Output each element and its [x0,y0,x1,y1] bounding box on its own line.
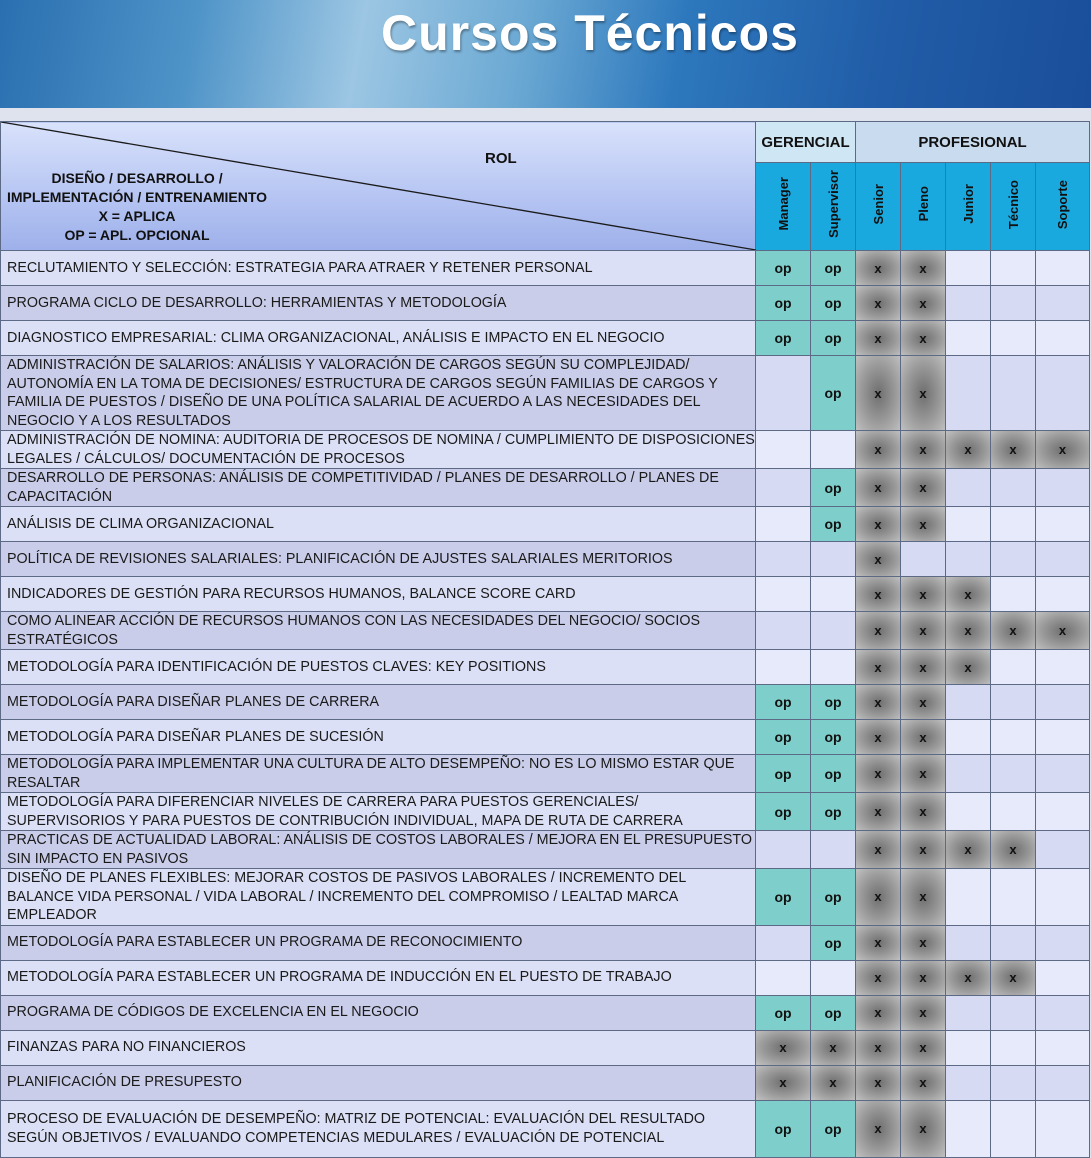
matrix-cell [1036,1030,1090,1065]
matrix-cell: x [756,1030,811,1065]
matrix-cell: op [756,995,811,1030]
column-header-manager: Manager [756,163,811,251]
matrix-cell: x [901,925,946,960]
courses-matrix [0,121,1090,1158]
matrix-cell: x [946,831,991,869]
matrix-cell: x [856,356,901,431]
matrix-cell: x [901,321,946,356]
matrix-cell: x [901,995,946,1030]
matrix-cell [991,1100,1036,1157]
matrix-cell [1036,831,1090,869]
course-description: POLÍTICA DE REVISIONES SALARIALES: PLANIFICACIÓN DE AJUSTES SALARIALES MERITORIOS [1,542,756,577]
course-description: METODOLOGÍA PARA DIFERENCIAR NIVELES DE CARRERA PARA PUESTOS GERENCIALES/ SUPERVISORIOS Y PARA PUESTOS DE CONTRIBUCIÓN INDIVIDUAL, MAPA DE RUTA DE CARRERA [1,793,756,831]
matrix-cell: x [991,431,1036,469]
matrix-cell: x [856,469,901,507]
matrix-cell [946,356,991,431]
matrix-cell: x [901,577,946,612]
matrix-cell [946,755,991,793]
matrix-cell [991,321,1036,356]
matrix-cell: x [946,960,991,995]
course-description: ADMINISTRACIÓN DE NOMINA: AUDITORIA DE PROCESOS DE NOMINA / CUMPLIMIENTO DE DISPOSICIONES LEGALES / CÁLCULOS/ DOCUMENTACIÓN DE PROCESOS [1,431,756,469]
matrix-cell [756,925,811,960]
matrix-cell: x [856,720,901,755]
matrix-body [1,251,1090,1158]
table-row [1,650,1090,685]
matrix-cell: x [856,960,901,995]
matrix-cell [756,650,811,685]
course-description: DISEÑO DE PLANES FLEXIBLES: MEJORAR COSTOS DE PASIVOS LABORALES / INCREMENTO DEL BALANCE VIDA PERSONAL / VIDA LABORAL / INCREMENTO DEL COMPROMISO / LEALTAD MARCA EMPLEADOR [1,869,756,926]
matrix-cell [946,1100,991,1157]
matrix-cell: x [756,1065,811,1100]
matrix-cell [1036,755,1090,793]
matrix-cell: op [811,925,856,960]
matrix-cell [1036,960,1090,995]
table-row [1,869,1090,926]
matrix-cell [1036,507,1090,542]
matrix-cell: op [756,286,811,321]
matrix-cell [811,650,856,685]
matrix-cell [991,1030,1036,1065]
course-description: METODOLOGÍA PARA IMPLEMENTAR UNA CULTURA DE ALTO DESEMPEÑO: NO ES LO MISMO ESTAR QUE RESALTAR [1,755,756,793]
table-row [1,286,1090,321]
matrix-cell [901,542,946,577]
matrix-cell: x [946,650,991,685]
matrix-cell [1036,793,1090,831]
matrix-cell [756,612,811,650]
matrix-cell: x [856,507,901,542]
matrix-cell [991,925,1036,960]
matrix-cell [1036,650,1090,685]
column-header-tecnico: Técnico [991,163,1036,251]
matrix-cell: x [901,431,946,469]
matrix-cell: op [811,286,856,321]
matrix-cell: x [856,577,901,612]
course-description: COMO ALINEAR ACCIÓN DE RECURSOS HUMANOS CON LAS NECESIDADES DEL NEGOCIO/ SOCIOS ESTRATÉGICOS [1,612,756,650]
course-description: PROCESO DE EVALUACIÓN DE DESEMPEÑO: MATRIZ DE POTENCIAL: EVALUACIÓN DEL RESULTADO SEGÚN OBJETIVOS / EVALUANDO COMPETENCIAS MEDULARES / EVALUACIÓN DE POTENCIAL [1,1100,756,1157]
matrix-cell: op [756,755,811,793]
matrix-cell: op [811,469,856,507]
matrix-cell [1036,321,1090,356]
matrix-cell: op [811,755,856,793]
matrix-cell: x [856,431,901,469]
group-header-gerencial: GERENCIAL [756,122,856,163]
course-description: ADMINISTRACIÓN DE SALARIOS: ANÁLISIS Y VALORACIÓN DE CARGOS SEGÚN SU COMPLEJIDAD/ AUTONOMÍA EN LA TOMA DE DECISIONES/ ESTRUCTURA DE CARGOS SEGÚN FAMILIAS DE CARGOS Y FAMILIA DE PUESTOS / DISEÑO DE UNA POLÍTICA SALARIAL DE ACUERDO A LAS NECESIDADES DEL NEGOCIO Y A LOS RESULTADOS [1,356,756,431]
matrix-cell: op [811,1100,856,1157]
matrix-cell [946,793,991,831]
course-description: INDICADORES DE GESTIÓN PARA RECURSOS HUMANOS, BALANCE SCORE CARD [1,577,756,612]
matrix-cell [1036,1100,1090,1157]
matrix-cell: x [946,577,991,612]
column-header-supervisor: Supervisor [811,163,856,251]
matrix-cell [811,960,856,995]
matrix-cell [946,1065,991,1100]
matrix-cell [946,469,991,507]
matrix-cell [991,869,1036,926]
matrix-cell: x [901,869,946,926]
matrix-cell [991,469,1036,507]
matrix-cell: op [811,685,856,720]
table-row [1,685,1090,720]
matrix-cell [991,507,1036,542]
matrix-cell: x [856,542,901,577]
group-header-profesional: PROFESIONAL [856,122,1090,163]
table-row [1,793,1090,831]
page-title: Cursos Técnicos [381,5,799,61]
matrix-cell [991,577,1036,612]
table-row [1,755,1090,793]
matrix-cell [1036,869,1090,926]
table-row [1,251,1090,286]
matrix-cell: x [856,612,901,650]
matrix-cell: op [811,995,856,1030]
table-row [1,1065,1090,1100]
matrix-cell [1036,469,1090,507]
legend-line: X = APLICA [98,208,176,224]
matrix-cell [811,612,856,650]
matrix-cell: x [991,831,1036,869]
course-description: METODOLOGÍA PARA IDENTIFICACIÓN DE PUESTOS CLAVES: KEY POSITIONS [1,650,756,685]
matrix-cell: x [901,469,946,507]
matrix-cell [946,869,991,926]
matrix-cell: op [756,793,811,831]
table-row [1,925,1090,960]
matrix-cell [811,831,856,869]
matrix-cell: x [811,1065,856,1100]
course-description: METODOLOGÍA PARA ESTABLECER UN PROGRAMA DE INDUCCIÓN EN EL PUESTO DE TRABAJO [1,960,756,995]
matrix-cell: x [856,251,901,286]
course-description: PRACTICAS DE ACTUALIDAD LABORAL: ANÁLISIS DE COSTOS LABORALES / MEJORA EN EL PRESUPUESTO SIN IMPACTO EN PASIVOS [1,831,756,869]
matrix-cell [991,720,1036,755]
course-description: METODOLOGÍA PARA DISEÑAR PLANES DE CARRERA [1,685,756,720]
matrix-cell [991,1065,1036,1100]
matrix-cell: x [991,960,1036,995]
column-header-junior: Junior [946,163,991,251]
course-description: ANÁLISIS DE CLIMA ORGANIZACIONAL [1,507,756,542]
table-row [1,995,1090,1030]
matrix-cell: x [856,755,901,793]
matrix-cell: x [856,1065,901,1100]
matrix-cell: x [856,286,901,321]
table-row [1,577,1090,612]
matrix-cell: x [946,612,991,650]
matrix-cell [1036,577,1090,612]
matrix-cell [1036,251,1090,286]
matrix-cell [1036,925,1090,960]
matrix-cell [946,542,991,577]
matrix-cell: op [756,685,811,720]
matrix-cell [946,507,991,542]
table-row [1,356,1090,431]
matrix-cell [811,542,856,577]
table-row [1,431,1090,469]
course-description: METODOLOGÍA PARA ESTABLECER UN PROGRAMA DE RECONOCIMIENTO [1,925,756,960]
matrix-cell: op [811,720,856,755]
course-description: PROGRAMA DE CÓDIGOS DE EXCELENCIA EN EL NEGOCIO [1,995,756,1030]
course-description: PLANIFICACIÓN DE PRESUPESTO [1,1065,756,1100]
matrix-cell: x [856,925,901,960]
matrix-cell [1036,720,1090,755]
matrix-cell [756,431,811,469]
course-description: METODOLOGÍA PARA DISEÑAR PLANES DE SUCESIÓN [1,720,756,755]
table-row [1,1030,1090,1065]
matrix-cell: x [901,286,946,321]
matrix-cell [1036,685,1090,720]
matrix-cell: x [1036,612,1090,650]
matrix-cell [946,1030,991,1065]
header-corner-cell [1,122,756,251]
matrix-cell [946,685,991,720]
matrix-cell [946,286,991,321]
matrix-cell: x [901,612,946,650]
matrix-cell [756,831,811,869]
matrix-cell: x [856,650,901,685]
legend [7,169,267,245]
legend-line: DISEÑO / DESARROLLO / [51,170,223,186]
matrix-cell [946,925,991,960]
matrix-cell [1036,356,1090,431]
matrix-cell: x [901,755,946,793]
column-header-senior: Senior [856,163,901,251]
table-row [1,469,1090,507]
course-description: PROGRAMA CICLO DE DESARROLLO: HERRAMIENTAS Y METODOLOGÍA [1,286,756,321]
matrix-cell: x [901,507,946,542]
matrix-cell: op [811,356,856,431]
matrix-cell [1036,1065,1090,1100]
matrix-cell: x [901,356,946,431]
column-header-pleno: Pleno [901,163,946,251]
matrix-cell: x [856,995,901,1030]
matrix-cell: op [756,251,811,286]
legend-line: OP = APL. OPCIONAL [64,227,210,243]
matrix-cell [991,995,1036,1030]
matrix-cell: x [901,720,946,755]
table-row [1,507,1090,542]
matrix-cell [991,251,1036,286]
matrix-cell: op [756,720,811,755]
matrix-cell: op [811,869,856,926]
matrix-cell [756,577,811,612]
rol-label: ROL [485,150,517,167]
matrix-cell [946,321,991,356]
table-row [1,542,1090,577]
column-header-soporte: Soporte [1036,163,1090,251]
matrix-cell [991,685,1036,720]
matrix-cell: op [811,251,856,286]
table-row [1,321,1090,356]
matrix-cell [811,431,856,469]
matrix-cell [1036,542,1090,577]
matrix-cell [991,755,1036,793]
matrix-cell [811,577,856,612]
matrix-cell: x [901,793,946,831]
matrix-cell [991,793,1036,831]
matrix-cell [756,960,811,995]
matrix-cell: x [856,1100,901,1157]
matrix-cell: x [901,1100,946,1157]
table-row [1,960,1090,995]
matrix-cell [991,542,1036,577]
matrix-cell [991,356,1036,431]
matrix-cell: x [901,685,946,720]
matrix-cell: x [901,1030,946,1065]
matrix-cell [946,251,991,286]
matrix-cell: x [856,793,901,831]
matrix-cell [756,507,811,542]
matrix-cell [756,356,811,431]
matrix-cell [946,995,991,1030]
matrix-cell [991,286,1036,321]
table-row [1,720,1090,755]
matrix-cell: op [756,321,811,356]
table-row [1,612,1090,650]
matrix-cell [1036,286,1090,321]
matrix-cell: x [856,831,901,869]
matrix-cell: op [811,321,856,356]
matrix-cell [946,720,991,755]
matrix-cell: x [1036,431,1090,469]
matrix-cell: x [856,321,901,356]
matrix-cell: x [901,831,946,869]
legend-line: IMPLEMENTACIÓN / ENTRENAMIENTO [7,189,268,205]
matrix-cell: op [756,1100,811,1157]
matrix-cell: x [901,1065,946,1100]
matrix-cell [991,650,1036,685]
matrix-cell: op [756,869,811,926]
matrix-cell: x [901,960,946,995]
table-row [1,831,1090,869]
matrix-cell [756,469,811,507]
matrix-cell: x [901,251,946,286]
matrix-cell: x [811,1030,856,1065]
matrix-cell: op [811,793,856,831]
matrix-cell: op [811,507,856,542]
table-row [1,1100,1090,1157]
course-description: RECLUTAMIENTO Y SELECCIÓN: ESTRATEGIA PARA ATRAER Y RETENER PERSONAL [1,251,756,286]
matrix-cell: x [901,650,946,685]
matrix-cell: x [856,685,901,720]
course-description: DIAGNOSTICO EMPRESARIAL: CLIMA ORGANIZACIONAL, ANÁLISIS E IMPACTO EN EL NEGOCIO [1,321,756,356]
matrix-cell: x [991,612,1036,650]
matrix-cell [1036,995,1090,1030]
course-description: FINANZAS PARA NO FINANCIEROS [1,1030,756,1065]
matrix-cell: x [856,1030,901,1065]
course-description: DESARROLLO DE PERSONAS: ANÁLISIS DE COMPETITIVIDAD / PLANES DE DESARROLLO / PLANES DE CAPACITACIÓN [1,469,756,507]
matrix-cell: x [856,869,901,926]
matrix-cell [756,542,811,577]
matrix-cell: x [946,431,991,469]
